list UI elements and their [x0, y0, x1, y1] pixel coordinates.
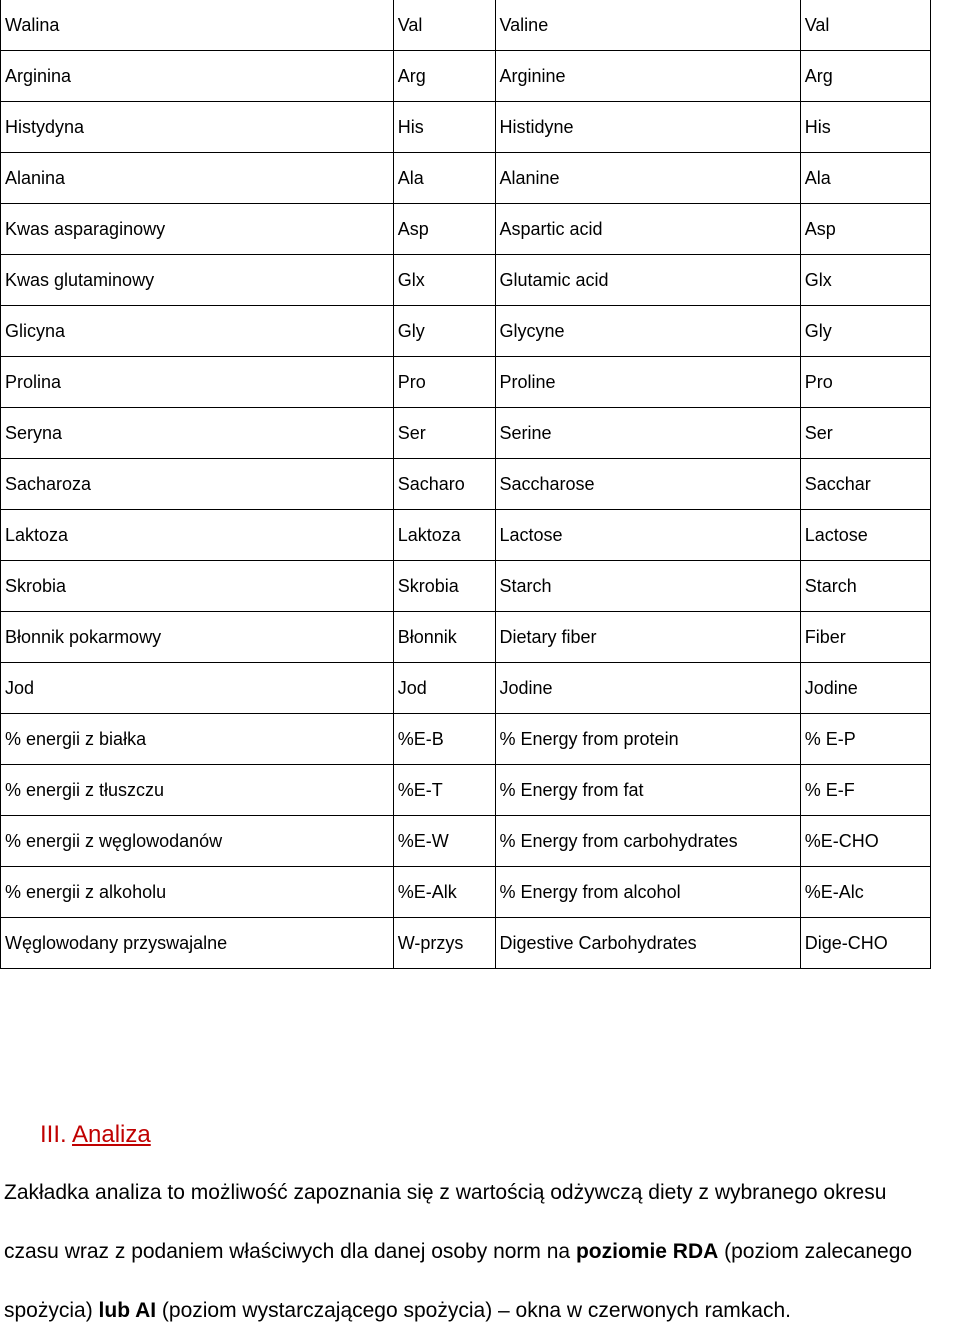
cell-polish-name: Kwas glutaminowy: [1, 255, 394, 306]
cell-polish-abbrev: Błonnik: [393, 612, 495, 663]
table-row: [1, 408, 931, 459]
cell-polish-name: Błonnik pokarmowy: [1, 612, 394, 663]
cell-english-name: Arginine: [495, 51, 800, 102]
cell-polish-name: % energii z alkoholu: [1, 867, 394, 918]
cell-english-abbrev: Dige-CHO: [800, 918, 930, 969]
table-row: [1, 102, 931, 153]
cell-polish-name: Laktoza: [1, 510, 394, 561]
cell-polish-abbrev: Pro: [393, 357, 495, 408]
cell-english-abbrev: Sacchar: [800, 459, 930, 510]
paragraph-line-2: [4, 1239, 960, 1265]
cell-english-abbrev: Ser: [800, 408, 930, 459]
cell-english-abbrev: Starch: [800, 561, 930, 612]
cell-english-name: Proline: [495, 357, 800, 408]
cell-polish-name: Alanina: [1, 153, 394, 204]
cell-polish-name: Walina: [1, 0, 394, 51]
cell-polish-name: Arginina: [1, 51, 394, 102]
cell-english-abbrev: %E-Alc: [800, 867, 930, 918]
cell-polish-abbrev: Ser: [393, 408, 495, 459]
cell-english-name: Valine: [495, 0, 800, 51]
cell-english-name: Glutamic acid: [495, 255, 800, 306]
cell-polish-abbrev: Skrobia: [393, 561, 495, 612]
cell-polish-name: Histydyna: [1, 102, 394, 153]
paragraph-emphasis-rda: poziomie RDA: [575, 1240, 719, 1263]
cell-polish-name: Skrobia: [1, 561, 394, 612]
cell-english-name: Lactose: [495, 510, 800, 561]
cell-english-abbrev: Asp: [800, 204, 930, 255]
section-title: Analiza: [72, 1121, 151, 1148]
cell-polish-abbrev: Laktoza: [393, 510, 495, 561]
cell-polish-abbrev: Val: [393, 0, 495, 51]
cell-english-name: Saccharose: [495, 459, 800, 510]
cell-polish-name: Sacharoza: [1, 459, 394, 510]
cell-polish-name: % energii z tłuszczu: [1, 765, 394, 816]
table-body: [1, 0, 931, 969]
cell-english-name: % Energy from carbohydrates: [495, 816, 800, 867]
cell-polish-abbrev: Asp: [393, 204, 495, 255]
table-row: [1, 153, 931, 204]
cell-english-name: Glycyne: [495, 306, 800, 357]
section-heading: [40, 1120, 151, 1150]
cell-english-name: Alanine: [495, 153, 800, 204]
cell-english-name: % Energy from fat: [495, 765, 800, 816]
cell-polish-name: Glicyna: [1, 306, 394, 357]
table-row: [1, 765, 931, 816]
cell-english-abbrev: Gly: [800, 306, 930, 357]
cell-english-name: Jodine: [495, 663, 800, 714]
cell-english-abbrev: % E-F: [800, 765, 930, 816]
table-row: [1, 357, 931, 408]
cell-polish-name: Prolina: [1, 357, 394, 408]
cell-polish-abbrev: Arg: [393, 51, 495, 102]
cell-english-name: % Energy from protein: [495, 714, 800, 765]
cell-polish-abbrev: Jod: [393, 663, 495, 714]
table-row: [1, 918, 931, 969]
paragraph-text: czasu wraz z podaniem właściwych dla danej osoby norm na: [4, 1240, 576, 1263]
cell-english-abbrev: Val: [800, 0, 930, 51]
cell-polish-name: Jod: [1, 663, 394, 714]
cell-english-abbrev: Lactose: [800, 510, 930, 561]
section-number: III.: [40, 1121, 73, 1148]
cell-english-abbrev: Glx: [800, 255, 930, 306]
cell-polish-abbrev: His: [393, 102, 495, 153]
table-row: [1, 204, 931, 255]
table-row: [1, 510, 931, 561]
table-row: [1, 0, 931, 51]
cell-english-name: Dietary fiber: [495, 612, 800, 663]
cell-polish-abbrev: Gly: [393, 306, 495, 357]
cell-polish-name: Kwas asparaginowy: [1, 204, 394, 255]
table-row: [1, 306, 931, 357]
cell-english-name: % Energy from alcohol: [495, 867, 800, 918]
cell-polish-name: Seryna: [1, 408, 394, 459]
cell-english-abbrev: % E-P: [800, 714, 930, 765]
cell-english-name: Aspartic acid: [495, 204, 800, 255]
cell-polish-abbrev: Glx: [393, 255, 495, 306]
paragraph-emphasis-ai: lub AI: [98, 1299, 157, 1322]
cell-polish-abbrev: Ala: [393, 153, 495, 204]
table-row: [1, 663, 931, 714]
table-row: [1, 561, 931, 612]
cell-english-name: Histidyne: [495, 102, 800, 153]
table-row: [1, 867, 931, 918]
cell-polish-name: % energii z węglowodanów: [1, 816, 394, 867]
paragraph-line-3: [4, 1298, 960, 1324]
table-row: [1, 612, 931, 663]
cell-english-abbrev: Jodine: [800, 663, 930, 714]
cell-english-abbrev: Ala: [800, 153, 930, 204]
cell-polish-name: Węglowodany przyswajalne: [1, 918, 394, 969]
cell-english-abbrev: Arg: [800, 51, 930, 102]
cell-english-abbrev: Pro: [800, 357, 930, 408]
cell-english-name: Serine: [495, 408, 800, 459]
cell-polish-name: % energii z białka: [1, 714, 394, 765]
cell-polish-abbrev: %E-Alk: [393, 867, 495, 918]
table-row: [1, 459, 931, 510]
cell-english-name: Digestive Carbohydrates: [495, 918, 800, 969]
cell-polish-abbrev: Sacharo: [393, 459, 495, 510]
paragraph-line-1: Zakładka analiza to możliwość zapoznania się z wartością odżywczą diety z wybranego okresu: [4, 1181, 887, 1204]
cell-english-abbrev: %E-CHO: [800, 816, 930, 867]
table-row: [1, 714, 931, 765]
cell-polish-abbrev: %E-B: [393, 714, 495, 765]
cell-polish-abbrev: %E-W: [393, 816, 495, 867]
table-row: [1, 51, 931, 102]
cell-english-name: Starch: [495, 561, 800, 612]
table-row: [1, 255, 931, 306]
table-row: [1, 816, 931, 867]
paragraph-text: (poziom wystarczającego spożycia) – okna w czerwonych ramkach.: [156, 1299, 791, 1322]
paragraph-text: spożycia): [4, 1299, 99, 1322]
cell-english-abbrev: Fiber: [800, 612, 930, 663]
paragraph-text: (poziom zalecanego: [718, 1240, 913, 1263]
cell-english-abbrev: His: [800, 102, 930, 153]
cell-polish-abbrev: W-przys: [393, 918, 495, 969]
cell-polish-abbrev: %E-T: [393, 765, 495, 816]
